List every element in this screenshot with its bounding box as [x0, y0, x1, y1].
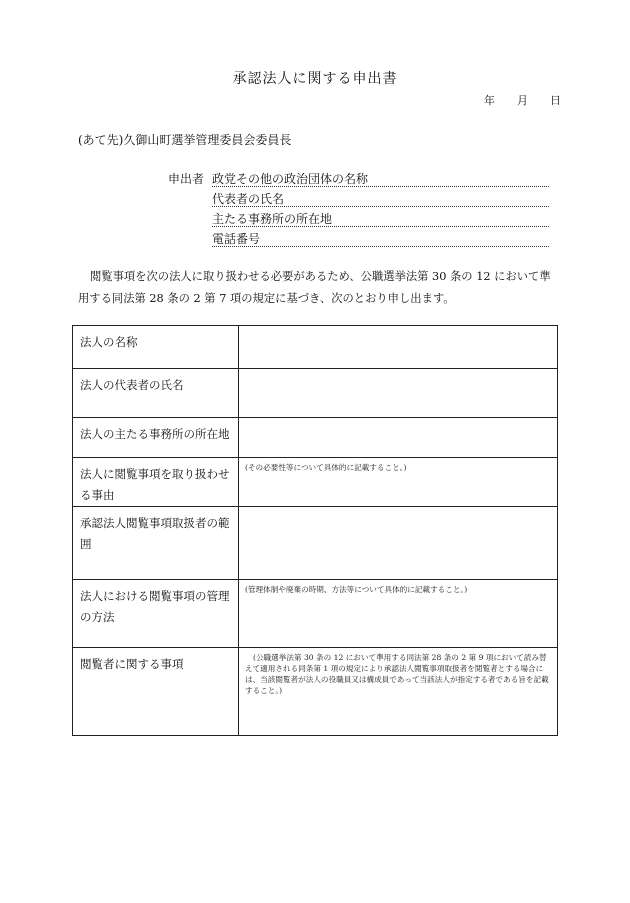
date-month: 月: [517, 94, 528, 107]
row-label-management-method: 法人における閲覧事項の管理の方法: [73, 580, 239, 648]
applicant-office-address-field[interactable]: 主たる事務所の所在地: [212, 210, 549, 227]
row-label-office-address: 法人の主たる事務所の所在地: [73, 418, 239, 458]
table-row: [73, 369, 558, 418]
date-day: 日: [550, 94, 561, 107]
viewer-matters-note: (公職選挙法第 30 条の 12 において準用する同法第 28 条の 2 第 9 項において読み替えて適用される同条第 1 項の規定により承認法人閲覧事項取扱者を閲覧者とする場合には、当該閲覧者が法人の役職員又は構成員であって当該法人が指定する者である旨を記載すること。): [245, 653, 549, 695]
table-row: [73, 326, 558, 369]
request-body-text: 閲覧事項を次の法人に取り扱わせる必要があるため、公職選挙法第 30 条の 12 において準用する同法第 28 条の 2 第 7 項の規定に基づき、次のとおり申し出ます。: [78, 270, 551, 305]
document-title: 承認法人に関する申出書: [232, 71, 398, 87]
row-label-corporation-name: 法人の名称: [73, 326, 239, 369]
date-year: 年: [484, 94, 495, 107]
applicant-label: 申出者: [168, 172, 205, 186]
viewer-matters-input[interactable]: [239, 648, 558, 736]
table-row: [73, 507, 558, 580]
row-label-viewer-matters: 閲覧者に関する事項: [73, 648, 239, 736]
applicant-phone-field[interactable]: 電話番号: [212, 230, 549, 247]
table-row: [73, 418, 558, 458]
representative-input[interactable]: [239, 369, 558, 418]
corporation-info-table: [72, 325, 558, 736]
table-row: [73, 458, 558, 507]
table-row: [73, 580, 558, 648]
table-row: [73, 648, 558, 736]
applicant-representative-field[interactable]: 代表者の氏名: [212, 190, 549, 207]
row-label-representative: 法人の代表者の氏名: [73, 369, 239, 418]
reason-input[interactable]: (その必要性等について具体的に記載すること。): [239, 458, 558, 507]
row-label-handler-scope: 承認法人閲覧事項取扱者の範囲: [73, 507, 239, 580]
corporation-name-input[interactable]: [239, 326, 558, 369]
date-line: [484, 92, 561, 108]
row-label-reason: 法人に閲覧事項を取り扱わせる事由: [73, 458, 239, 507]
applicant-org-name-field[interactable]: 政党その他の政治団体の名称: [212, 170, 549, 187]
management-method-input[interactable]: (管理体制や廃棄の時期、方法等について具体的に記載すること。): [239, 580, 558, 648]
handler-scope-input[interactable]: [239, 507, 558, 580]
addressee: (あて先)久御山町選挙管理委員会委員長: [78, 133, 292, 147]
office-address-input[interactable]: [239, 418, 558, 458]
